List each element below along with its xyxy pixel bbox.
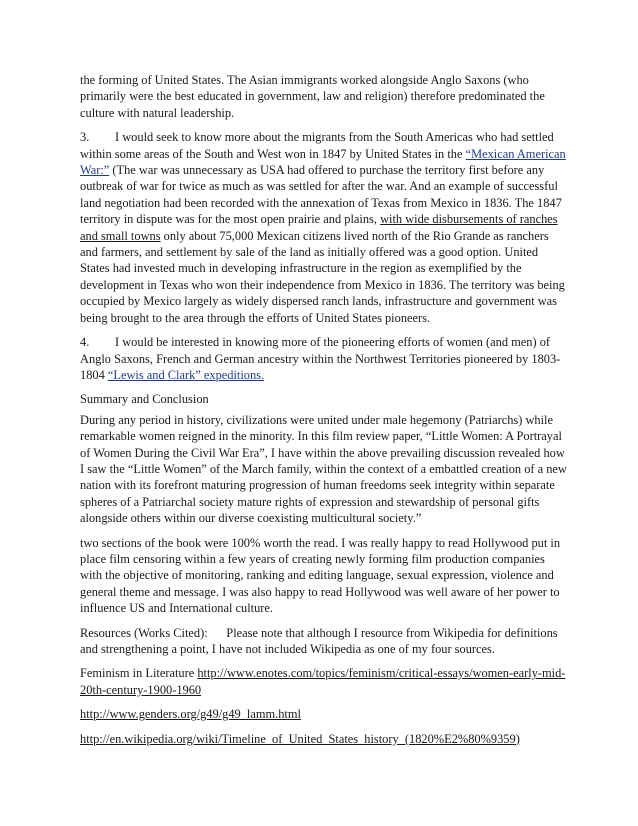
paragraph-5: During any period in history, civilizations were united under male hegemony (Patriarchs) while remarkable women reigned in the minority. In this film review paper, “Little Women: A Portrayal of Women During the Civil War Era”, I have within the above prevailing discussion revealed how I saw the “Little Women” of the March family, within the context of a embattled creation of a new nation with its forefront maturing progression of human freedoms seek integrity within separate spheres of a Patriarchal society mature rights of expression and stewardship of personal gifts alongside others within our diverse coexisting multicultural society.”	[80, 412, 567, 526]
paragraph-3-text-a: I would seek to know more about the migrants from the South Americas who had settled within some areas of the South and West won in 1847 by United States in the	[80, 130, 554, 161]
paragraph-4	[80, 334, 568, 383]
paragraph-3-text-c: only about 75,000 Mexican citizens lived north of the Rio Grande as ranchers and farmers, and settlement by sale of the land as initially offered was a good option. United States had invested much in developing infrastructure in the region as exemplified by the development in Texas who won their independence from Mexico in 1836. The territory was being occupied by Mexico largely as widely dispersed ranch lands, infrastructure and government was being brought to the area through the efforts of United States pioneers.	[80, 228, 565, 325]
document-body	[80, 72, 568, 755]
paragraph-7	[80, 625, 568, 658]
reference-3-link[interactable]: http://en.wikipedia.org/wiki/Timeline_of_United_States_history_(1820%E2%80%9359)	[80, 731, 520, 746]
paragraph-6: two sections of the book were 100% worth the read. I was really happy to read Hollywood put in place film censoring within a few years of creating newly forming film production companies with the objective of monitoring, ranking and editing language, sexual expression, violence and general theme and message. I was also happy to read Hollywood was well aware of her power to influence US and International culture.	[80, 535, 561, 616]
resources-label: Resources (Works Cited):	[80, 625, 208, 640]
ranches-link[interactable]: with wide disbursements of ranches and small towns	[80, 212, 558, 243]
reference-2	[80, 706, 568, 722]
mexican-american-war-link[interactable]: “Mexican American War:”	[80, 146, 566, 178]
paragraph-4-text: I would be interested in knowing more of the pioneering efforts of women (and men) of Anglo Saxons, French and German ancestry within the Northwest Territories pioneered by 1803-1804	[80, 335, 561, 382]
reference-1-link[interactable]: http://www.enotes.com/topics/feminism/critical-essays/women-early-mid-20th-century-1900-1960	[80, 666, 566, 697]
item-number-3: 3.	[80, 130, 90, 145]
reference-3	[80, 731, 568, 747]
section-heading: Summary and Conclusion	[80, 392, 209, 407]
resources-note: Please note that although I resource from Wikipedia for definitions and strengthening a point, I have not included Wikipedia as one of my four sources.	[80, 625, 558, 656]
item-number-4: 4.	[80, 335, 90, 350]
reference-1-label: Feminism in Literature	[80, 666, 198, 681]
reference-1	[80, 665, 568, 698]
paragraph-3-text-b: (The war was unnecessary as USA had offered to purchase the territory first before any outbreak of war for twice as much as was settled for after the war. And an example of successful land negotiation had been recorded with the annexation of Texas from Mexico in 1836. The 1847 territory in dispute was for the most open prairie and plains,	[80, 163, 562, 227]
lewis-clark-link[interactable]: “Lewis and Clark” expeditions.	[107, 367, 265, 382]
reference-2-link[interactable]: http://www.genders.org/g49/g49_lamm.html	[80, 707, 301, 722]
paragraph-3	[80, 129, 568, 326]
paragraph-1: the forming of United States. The Asian immigrants worked alongside Anglo Saxons (who primarily were the best educated in government, law and religion) therefore predominated the culture with natural leadership.	[80, 73, 545, 120]
